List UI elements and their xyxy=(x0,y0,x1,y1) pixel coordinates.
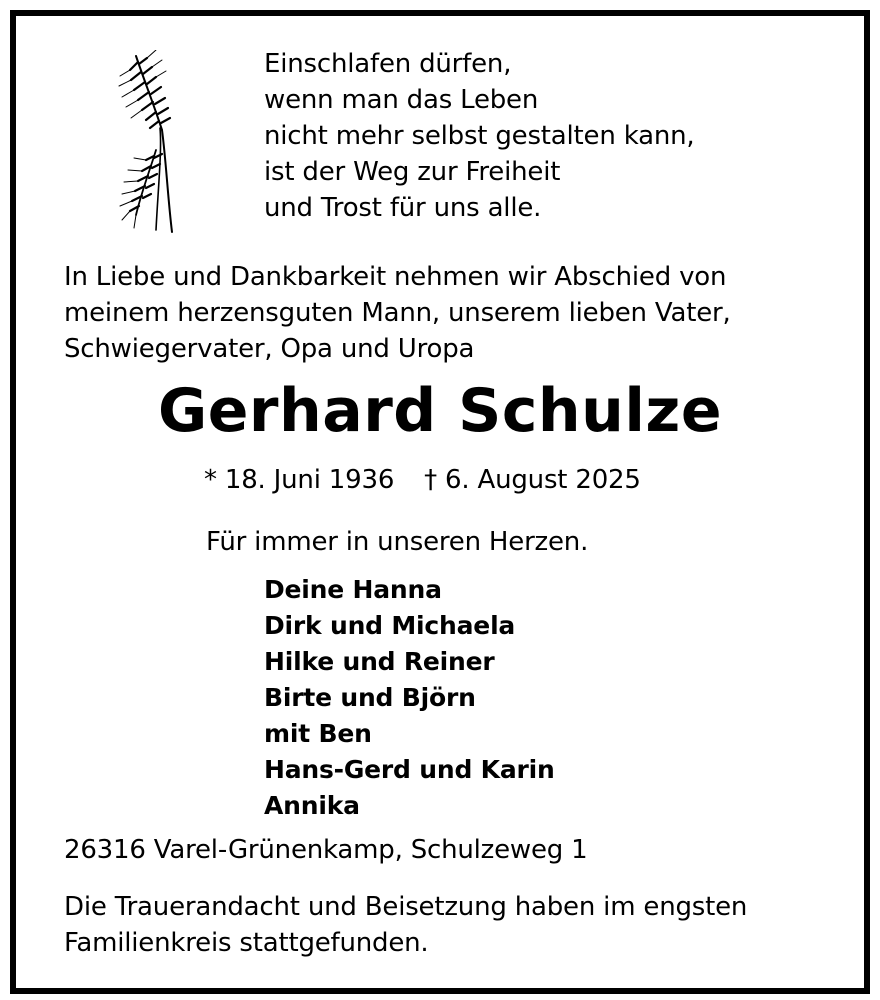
intro-text xyxy=(64,259,731,367)
address: 26316 Varel-Grünenkamp, Schulzeweg 1 xyxy=(64,835,588,865)
closing-line: Die Trauerandacht und Beisetzung haben im engsten xyxy=(64,892,748,922)
poem-line: nicht mehr selbst gestalten kann, xyxy=(264,121,695,151)
deceased-name: Gerhard Schulze xyxy=(157,376,723,446)
mourner-name: Hans-Gerd und Karin xyxy=(264,755,555,784)
mourner-name: mit Ben xyxy=(264,719,372,748)
mourner-name: Annika xyxy=(264,791,360,820)
wheat-ears-icon xyxy=(116,50,182,236)
birth-date: * 18. Juni 1936 xyxy=(204,465,395,495)
intro-line: In Liebe und Dankbarkeit nehmen wir Abschied von xyxy=(64,262,727,292)
poem-line: ist der Weg zur Freiheit xyxy=(264,157,561,187)
life-dates xyxy=(204,462,641,498)
poem xyxy=(264,46,694,226)
poem-line: und Trost für uns alle. xyxy=(264,193,542,223)
poem-line: wenn man das Leben xyxy=(264,85,539,115)
poem-line: Einschlafen dürfen, xyxy=(264,49,512,79)
mourner-name: Dirk und Michaela xyxy=(264,611,516,640)
mourner-name: Birte und Björn xyxy=(264,683,476,712)
mourners-list xyxy=(264,572,555,824)
closing-line: Familienkreis stattgefunden. xyxy=(64,928,429,958)
intro-line: Schwiegervater, Opa und Uropa xyxy=(64,334,475,364)
mourner-name: Hilke und Reiner xyxy=(264,647,495,676)
intro-line: meinem herzensguten Mann, unserem lieben Vater, xyxy=(64,298,731,328)
motto: Für immer in unseren Herzen. xyxy=(206,527,589,557)
obituary-frame xyxy=(10,10,870,994)
death-date: † 6. August 2025 xyxy=(424,465,641,495)
closing-note xyxy=(64,889,747,961)
mourner-name: Deine Hanna xyxy=(264,575,442,604)
